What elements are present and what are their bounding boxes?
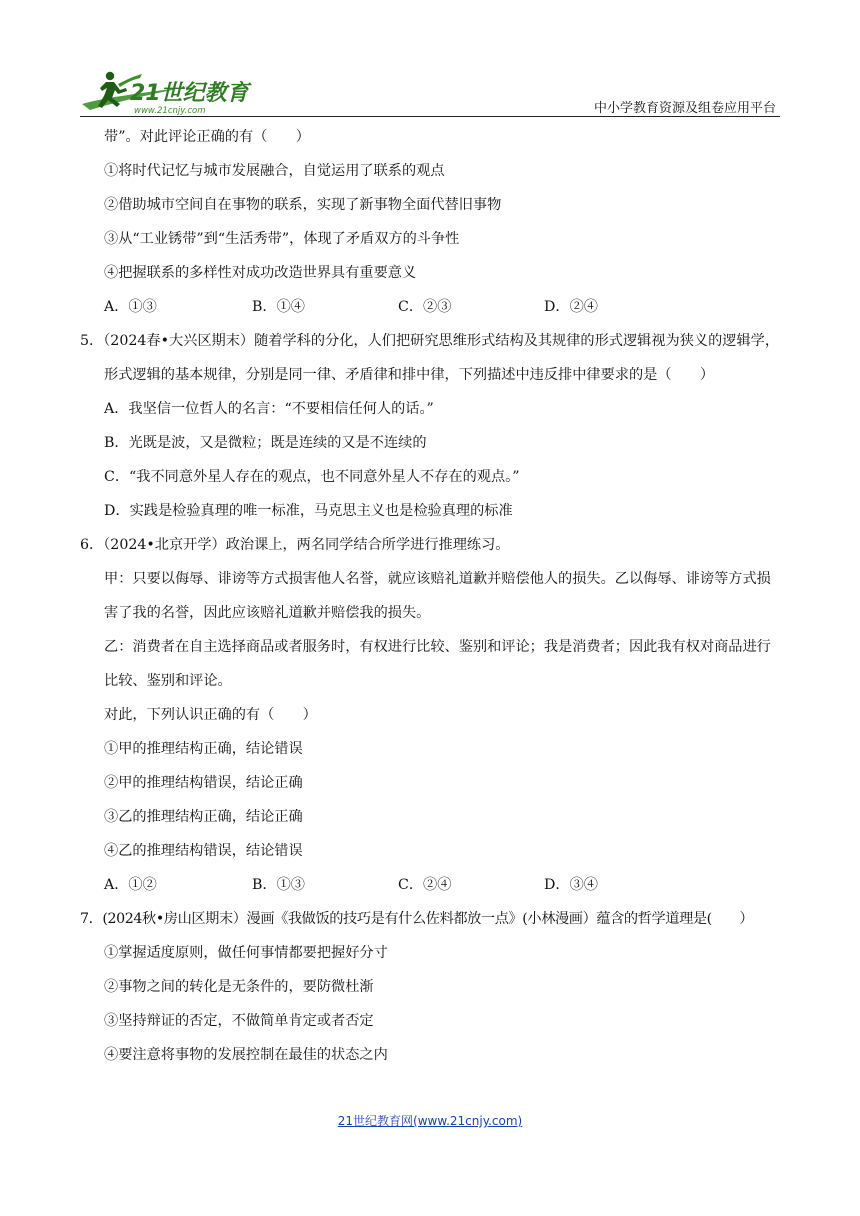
q4-option-c: C．②③ [398, 299, 452, 315]
q6-option-c: C．②④ [398, 877, 452, 893]
q4-statement-2: ②借助城市空间自在事物的联系，实现了新事物全面代替旧事物 [104, 197, 502, 213]
q6-statement-3: ③乙的推理结构正确，结论正确 [104, 809, 303, 825]
q4-statement-4: ④把握联系的多样性对成功改造世界具有重要意义 [104, 265, 417, 281]
q6-student-jia: 甲：只要以侮辱、诽谤等方式损害他人名誉，就应该赔礼道歉并赔偿他人的损失。乙以侮辱、诽谤等方式损害了我的名誉，因此应该赔礼道歉并赔偿我的损失。 [104, 571, 771, 621]
document-body [80, 120, 780, 1072]
q4-stem-continuation: 带”。对此评论正确的有（ ） [104, 129, 310, 145]
q7-statement-4: ④要注意将事物的发展控制在最佳的状态之内 [104, 1047, 388, 1063]
q6-options [80, 868, 780, 902]
logo-url: www.21cnjy.com [134, 106, 206, 116]
q6-option-d: D．③④ [544, 877, 598, 893]
q6-question: 对此，下列认识正确的有（ ） [104, 707, 317, 723]
logo-text: 21世纪教育 [130, 81, 249, 106]
q4-statement-1: ①将时代记忆与城市发展融合，自觉运用了联系的观点 [104, 163, 445, 179]
21cnjy-logo [80, 66, 260, 118]
q7-statement-3: ③坚持辩证的否定，不做简单肯定或者否定 [104, 1013, 374, 1029]
q7-statement-2: ②事物之间的转化是无条件的，要防微杜渐 [104, 979, 374, 995]
q7-statement-1: ①掌握适度原则，做任何事情都要把握好分寸 [104, 945, 388, 961]
q5-option-d: D．实践是检验真理的唯一标准，马克思主义也是检验真理的标准 [104, 503, 513, 519]
page-header [80, 66, 780, 118]
q6-statement-4: ④乙的推理结构错误，结论错误 [104, 843, 303, 859]
q7-stem: 7．(2024秋•房山区期末）漫画《我做饭的技巧是有什么佐料都放一点》(小林漫画）蕴含的哲学道理是( ） [80, 911, 754, 927]
q5-option-b: B．光既是波，又是微粒；既是连续的又是不连续的 [104, 435, 427, 451]
q4-statement-3: ③从“工业锈带”到“生活秀带”，体现了矛盾双方的斗争性 [104, 231, 460, 247]
q6-statement-1: ①甲的推理结构正确，结论错误 [104, 741, 303, 757]
header-rule [80, 116, 780, 117]
q6-statement-2: ②甲的推理结构错误，结论正确 [104, 775, 303, 791]
platform-name: 中小学教育资源及组卷应用平台 [593, 101, 776, 116]
q6-option-a: A．①② [104, 877, 157, 893]
q4-option-b: B．①④ [252, 299, 305, 315]
q6-student-yi: 乙：消费者在自主选择商品或者服务时，有权进行比较、鉴别和评论；我是消费者；因此我有权对商品进行比较、鉴别和评论。 [104, 639, 771, 689]
q4-option-d: D．②④ [544, 299, 598, 315]
q5-stem: 5．（2024春•大兴区期末）随着学科的分化，人们把研究思维形式结构及其规律的形式逻辑视为狭义的逻辑学，形式逻辑的基本规律，分别是同一律、矛盾律和排中律，下列描述中违反排中律要求的是（ ） [80, 333, 780, 383]
q6-stem: 6．（2024•北京开学）政治课上，两名同学结合所学进行推理练习。 [80, 537, 510, 553]
footer-link[interactable]: 21世纪教育网(www.21cnjy.com) [337, 1114, 523, 1128]
q5-option-c: C．“我不同意外星人存在的观点，也不同意外星人不存在的观点。” [104, 469, 520, 485]
q4-options [80, 290, 780, 324]
q6-option-b: B．①③ [252, 877, 305, 893]
q4-option-a: A．①③ [104, 299, 157, 315]
q5-option-a: A．我坚信一位哲人的名言：“不要相信任何人的话。” [104, 401, 434, 417]
